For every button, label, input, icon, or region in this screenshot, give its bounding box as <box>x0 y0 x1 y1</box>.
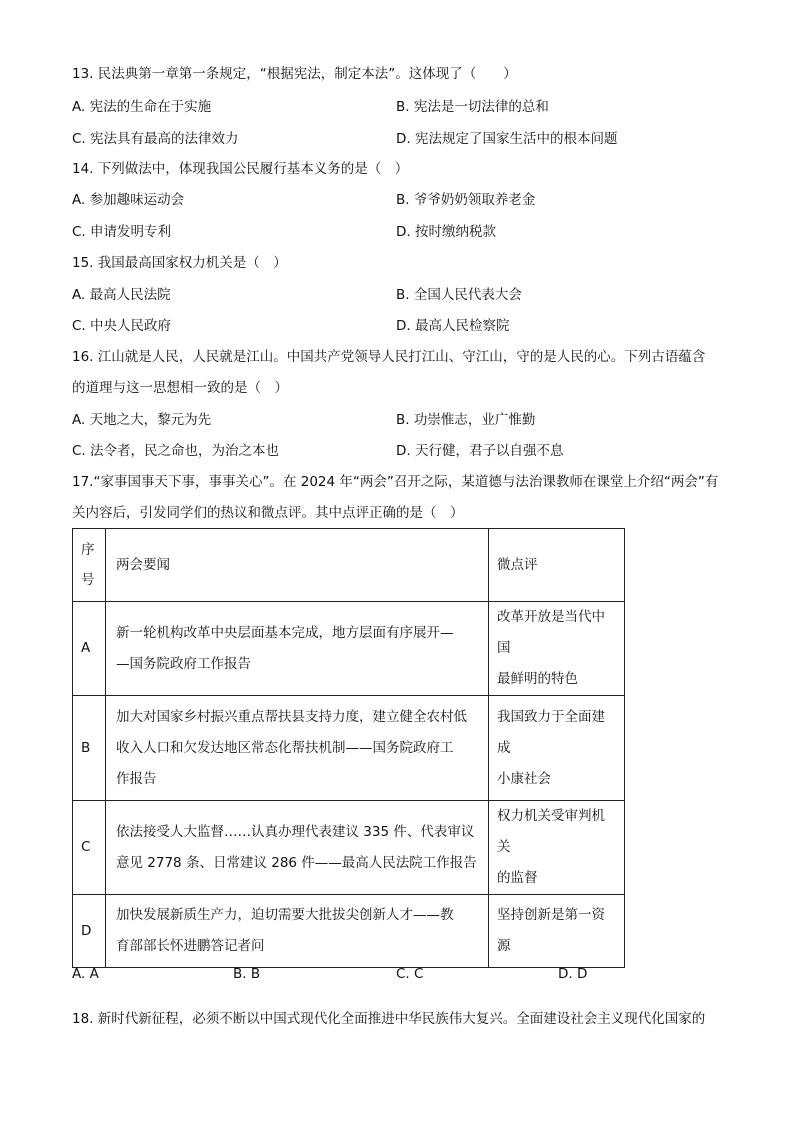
row-comment-line: 坚持创新是第一资源 <box>497 907 605 954</box>
q14-option-d: D. 按时缴纳税款 <box>396 224 496 240</box>
row-comment <box>489 801 625 895</box>
row-news-line: 意见 2778 条、日常建议 286 件——最高人民法院工作报告 <box>116 854 477 871</box>
header-index-label: 序号 <box>81 542 95 588</box>
q17-table <box>72 528 625 968</box>
q16-option-b: B. 功崇惟志，业广惟勤 <box>396 412 536 428</box>
q14-stem: 14. 下列做法中，体现我国公民履行基本义务的是（ ） <box>72 161 409 177</box>
q18-stem-line1: 18. 新时代新征程，必须不断以中国式现代化全面推进中华民族伟大复兴。全面建设社会主义现代化国家的 <box>72 1011 706 1027</box>
q16-stem-line1: 16. 江山就是人民，人民就是江山。中国共产党领导人民打江山、守江山，守的是人民的心。下列古语蕴含 <box>72 349 706 365</box>
row-id: D <box>73 895 106 968</box>
header-news: 两会要闻 <box>106 529 489 602</box>
row-news-line: 育部部长怀进鹏答记者问 <box>116 938 265 954</box>
q17-answer-c: C. C <box>396 966 424 982</box>
q15-option-b: B. 全国人民代表大会 <box>396 287 522 303</box>
q14-option-b: B. 爷爷奶奶领取养老金 <box>396 192 536 208</box>
row-id: B <box>73 696 106 801</box>
table-row <box>73 895 625 968</box>
row-news-line: —国务院政府工作报告 <box>116 655 251 672</box>
q16-stem-line2: 的道理与这一思想相一致的是（ ） <box>72 380 288 396</box>
table-header-row <box>73 529 625 602</box>
row-news <box>106 696 489 801</box>
row-comment-line: 权力机关受审判机关 <box>497 808 605 855</box>
q13-stem: 13. 民法典第一章第一条规定，“根据宪法，制定本法”。这体现了（ ） <box>72 66 517 82</box>
row-comment <box>489 895 625 968</box>
row-comment <box>489 696 625 801</box>
q17-answer-d: D. D <box>558 966 588 982</box>
row-news <box>106 801 489 895</box>
q14-option-c: C. 申请发明专利 <box>72 224 172 240</box>
header-comment: 微点评 <box>489 529 625 602</box>
table-row <box>73 801 625 895</box>
row-comment-line: 我国致力于全面建成 <box>497 708 605 756</box>
row-news-line: 作报告 <box>116 770 157 787</box>
q13-option-a: A. 宪法的生命在于实施 <box>72 99 212 115</box>
q13-option-d: D. 宪法规定了国家生活中的根本问题 <box>396 131 618 147</box>
row-news-line: 收入人口和欠发达地区常态化帮扶机制——国务院政府工 <box>116 739 454 756</box>
q14-option-a: A. 参加趣味运动会 <box>72 192 185 208</box>
q17-stem-line2: 关内容后，引发同学们的热议和微点评。其中点评正确的是（ ） <box>72 505 464 521</box>
row-comment <box>489 602 625 696</box>
row-news <box>106 602 489 696</box>
table-row <box>73 696 625 801</box>
q15-stem: 15. 我国最高国家权力机关是（ ） <box>72 255 287 271</box>
q15-option-d: D. 最高人民检察院 <box>396 318 510 334</box>
row-news-line: 加大对国家乡村振兴重点帮扶县支持力度，建立健全农村低 <box>116 708 467 725</box>
q17-answer-a: A. A <box>72 966 99 982</box>
row-comment-line: 改革开放是当代中国 <box>497 609 605 656</box>
row-news-line: 依法接受人大监督……认真办理代表建议 335 件、代表审议 <box>116 823 475 840</box>
q17-answer-b: B. B <box>233 966 261 982</box>
row-comment-line: 小康社会 <box>497 770 551 787</box>
row-news-line: 加快发展新质生产力，迫切需要大批拔尖创新人才——教 <box>116 907 454 923</box>
row-comment-line: 的监督 <box>497 870 538 886</box>
row-id: C <box>73 801 106 895</box>
q16-option-c: C. 法令者，民之命也，为治之本也 <box>72 443 280 459</box>
q16-option-a: A. 天地之大，黎元为先 <box>72 412 212 428</box>
row-news <box>106 895 489 968</box>
q13-option-b: B. 宪法是一切法律的总和 <box>396 99 549 115</box>
row-news-line: 新一轮机构改革中央层面基本完成，地方层面有序展开— <box>116 624 454 641</box>
q17-stem-line1: 17.“家事国事天下事，事事关心”。在 2024 年“两会”召开之际，某道德与法治课教师在课堂上介绍“两会”有 <box>72 474 719 490</box>
table-row <box>73 602 625 696</box>
header-index <box>73 529 106 602</box>
q15-option-c: C. 中央人民政府 <box>72 318 172 334</box>
q13-option-c: C. 宪法具有最高的法律效力 <box>72 131 239 147</box>
row-comment-line: 最鲜明的特色 <box>497 671 578 687</box>
q16-option-d: D. 天行健，君子以自强不息 <box>396 443 564 459</box>
row-id: A <box>73 602 106 696</box>
q15-option-a: A. 最高人民法院 <box>72 287 171 303</box>
